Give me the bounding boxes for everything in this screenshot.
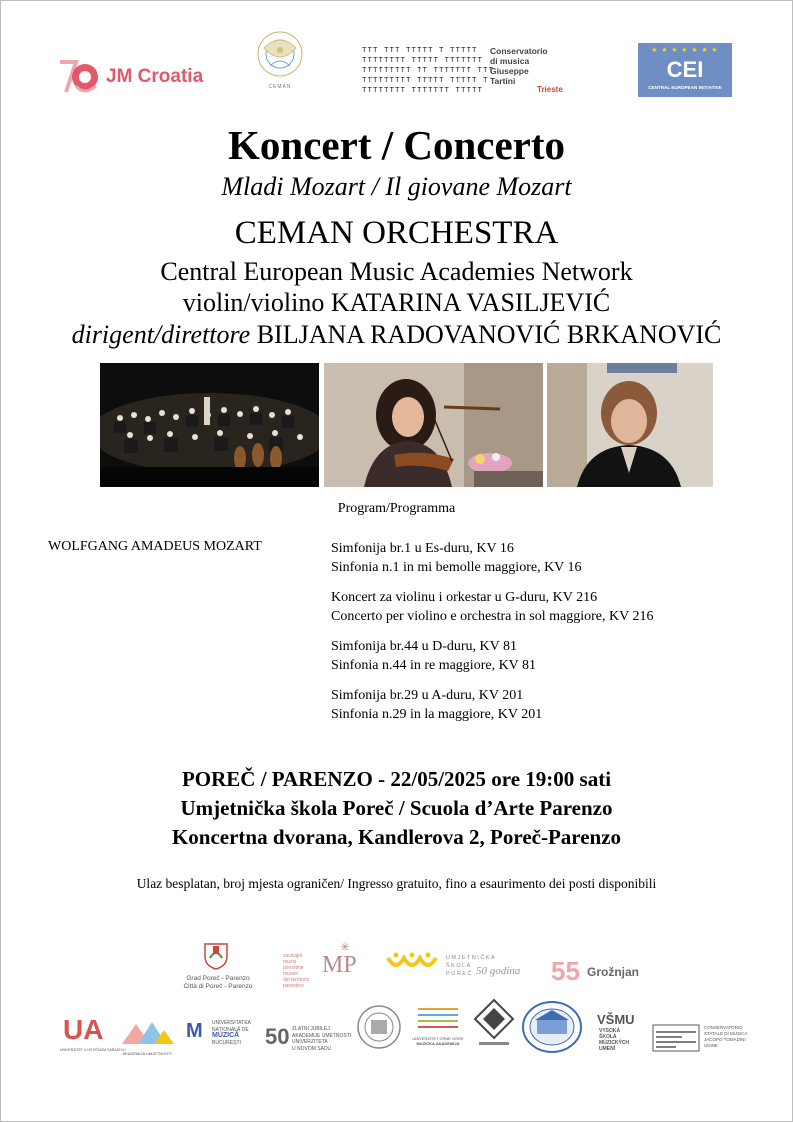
work-title-hr: Koncert za violinu i orkestar u G-duru, KV 216: [331, 590, 598, 605]
udine-lines-icon: [652, 1024, 700, 1052]
bucuresti-logo: [186, 1020, 256, 1052]
cei-logo: [638, 43, 732, 97]
mp-logo: [322, 940, 364, 982]
art-school-line: POREČ: [446, 971, 474, 977]
work-title-it: Sinfonia n.29 in la maggiore, KV 201: [331, 707, 543, 722]
groznjan-number: 55: [551, 956, 580, 986]
bucuresti-line: UNIVERSITATEA: [212, 1020, 251, 1026]
groznjan-logo: [551, 956, 651, 992]
vsmu-line: MÚZICKÝCH: [599, 1040, 629, 1046]
violin-role: violin/violino: [182, 288, 325, 317]
concert-subtitle: Mladi Mozart / Il giovane Mozart: [221, 172, 572, 201]
glyph-row: TTTTTTTT TTTTT TTTTTTT: [362, 57, 484, 65]
work-title-it: Concerto per violino e orchestra in sol maggiore, KV 216: [331, 609, 654, 624]
montenegro-line: MUZIČKA AKADEMIJA: [416, 1041, 460, 1046]
udine-conservatory-logo: [652, 1024, 762, 1054]
tartini-name: [490, 46, 548, 86]
cei-word: CEI: [666, 57, 704, 82]
novi-sad-logo: [265, 1024, 351, 1056]
porec-line: Grad Poreč - Parenzo: [186, 975, 250, 982]
bucuresti-line: NAȚIONALĂ DE: [212, 1026, 249, 1033]
concert-title: Koncert / Concerto: [228, 122, 565, 168]
bucuresti-line: BUCUREȘTI: [212, 1039, 241, 1046]
tartini-line: Giuseppe: [490, 66, 529, 76]
work-title-hr: Simfonija br.29 u A-duru, KV 201: [331, 688, 524, 703]
program-heading: Program/Programma: [337, 501, 456, 516]
akademija-text: AKADEMIJA UMJETNOSTI: [122, 1051, 172, 1056]
work-title-it: Sinfonia n.44 in re maggiore, KV 81: [331, 658, 537, 673]
akademija-triangles-icon: [118, 1018, 176, 1046]
museum-logo: [283, 953, 323, 993]
montenegro-lines-icon: [418, 1006, 458, 1032]
ua-subtitle: UNIVERZITET U ISTOČNOM SARAJEVU: [60, 1048, 126, 1052]
ceman-caption: CEMAN: [268, 84, 292, 90]
conductor-role: dirigent/direttore: [71, 320, 251, 349]
venue-school-line: Umjetnička škola Poreč / Scuola d’Arte Parenzo: [180, 796, 613, 820]
tartini-conservatory-logo: [362, 46, 567, 98]
bucuresti-line: MUZICĂ: [212, 1032, 240, 1039]
novisad-line: ZLATNI JUBILEJ: [292, 1026, 330, 1032]
program-works-list: [331, 539, 653, 735]
glyph-row: TTTTTTTTT TT TTTTTTT TTT: [362, 67, 495, 75]
mp-text: MP: [322, 952, 357, 978]
venue-address-line: Koncertna dvorana, Kandlerova 2, Poreč-Parenzo: [171, 825, 622, 849]
vsmu-line: VYSOKÁ: [599, 1028, 621, 1034]
ornament-logo: [473, 998, 515, 1050]
akademija-umjetnosti-logo: [118, 1018, 176, 1058]
cei-stars-icon: ★ ★ ★ ★ ★ ★ ★: [651, 46, 719, 54]
museum-line: museo: [283, 971, 299, 977]
violinist-photo: [324, 363, 543, 487]
museum-line: poreštine: [283, 965, 304, 971]
vsmu-text: VŠMU: [597, 1012, 635, 1027]
work-title-it: Sinfonia n.1 in mi bemolle maggiore, KV 16: [331, 560, 582, 575]
art-school-line: ŠKOLA: [446, 963, 472, 969]
tartini-line: Tartini: [490, 76, 516, 86]
novisad-number: 50: [265, 1024, 290, 1049]
cei-subtitle: CENTRAL EUROPEAN INITIATIVE: [648, 85, 722, 90]
program-work: [331, 539, 653, 577]
udine-line: CONSERVATORIO: [704, 1025, 743, 1030]
composer-name: WOLFGANG AMADEUS MOZART: [48, 539, 262, 554]
art-school-line: UMJETNIČKA: [446, 955, 497, 961]
venue-block: [0, 765, 793, 852]
ua-text: UA: [63, 1014, 104, 1045]
montenegro-music-academy-logo: [407, 1006, 469, 1050]
university-seal-logo: [356, 1004, 402, 1050]
building-medallion-icon: [521, 1000, 583, 1054]
program-work: [331, 637, 653, 675]
museum-line: del territorio: [283, 977, 310, 983]
orchestra-photo: [100, 363, 319, 487]
jm-croatia-logo: [54, 56, 210, 98]
tartini-glyph-block: [362, 46, 495, 96]
university-seal-icon: [356, 1004, 402, 1050]
novisad-line: AKADEMIJE UMETNOSTI: [292, 1032, 352, 1039]
museum-line: muzej: [283, 959, 297, 965]
bucuresti-m-icon: M: [186, 1020, 203, 1042]
orchestra-name: CEMAN ORCHESTRA: [234, 215, 559, 251]
porec-line: Città di Poreč - Parenzo: [183, 983, 253, 990]
museum-line: zavičajni: [283, 953, 303, 959]
porec-crest-icon: [201, 942, 231, 970]
ceman-emblem-icon: [250, 26, 310, 84]
glyph-row: TTTTTTTT TTTTTTT TTTTT: [362, 87, 484, 95]
vsmu-logo: [597, 1012, 649, 1056]
tartini-line: Conservatorio: [490, 46, 548, 56]
star-icon: ✳: [340, 940, 351, 954]
conductor-photo: [547, 363, 713, 487]
work-title-hr: Simfonija br.1 u Es-duru, KV 16: [331, 541, 514, 556]
vsmu-line: UMENÍ: [599, 1046, 616, 1052]
tartini-city: Trieste: [537, 85, 563, 94]
art-school-wave-icon: [386, 952, 444, 974]
novisad-line: UNIVERZITETA: [292, 1039, 328, 1045]
jm-70-icon: [54, 56, 100, 96]
jm-croatia-text: JM Croatia: [106, 66, 204, 87]
glyph-row: TTT TTT TTTTT T TTTTT: [362, 47, 478, 55]
violinist-line: [0, 288, 793, 318]
ua-logo: [60, 1014, 126, 1056]
montenegro-line: UNIVERZITET CRNE GORE: [412, 1036, 464, 1041]
ornament-diamond-icon: [473, 998, 515, 1050]
vsmu-line: ŠKOLA: [599, 1034, 617, 1040]
program-work: [331, 686, 653, 724]
art-school-anniversary: 50 godina: [476, 965, 521, 977]
novisad-line: U NOVOM SADU: [292, 1045, 332, 1052]
groznjan-text: Grožnjan: [587, 965, 640, 979]
tartini-line: di musica: [490, 56, 530, 66]
program-work: [331, 588, 653, 626]
ceman-logo: [250, 26, 310, 98]
venue-date-line: POREČ / PARENZO - 22/05/2025 ore 19:00 sati: [181, 767, 612, 791]
art-school-porec-logo: [386, 950, 526, 990]
museum-line: parentino: [283, 983, 304, 989]
conductor-name: BILJANA RADOVANOVIĆ BRKANOVIĆ: [256, 320, 722, 349]
porec-city-logo: [183, 942, 253, 992]
glyph-row: TTTTTTTTT TTTTT TTTTT T: [362, 77, 489, 85]
entry-note: Ulaz besplatan, broj mjesta ograničen/ Ingresso gratuito, fino a esaurimento dei posti disponibili: [136, 876, 657, 891]
belgrade-faculty-logo: [521, 1000, 583, 1054]
network-name: Central European Music Academies Network: [160, 257, 633, 286]
work-title-hr: Simfonija br.44 u D-duru, KV 81: [331, 639, 518, 654]
violinist-name: KATARINA VASILJEVIĆ: [330, 288, 611, 317]
udine-line: STATALE DI MUSICA: [704, 1031, 748, 1036]
udine-line: JACOPO TOMADINI: [704, 1037, 746, 1042]
conductor-line: [0, 320, 793, 350]
udine-line: UDINE: [704, 1043, 719, 1048]
